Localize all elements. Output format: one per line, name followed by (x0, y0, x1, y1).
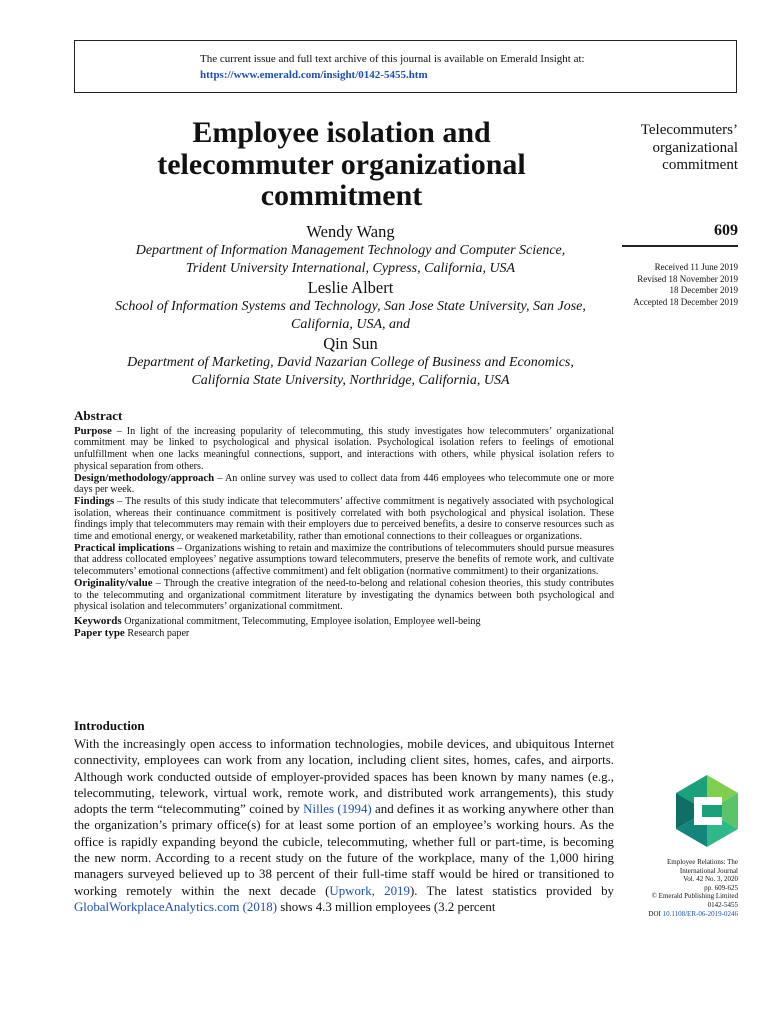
abstract-design: Design/methodology/approach – An online survey was used to collect data from 446 employees who telecommute one or more days per week. (74, 471, 614, 496)
abstract-section (74, 410, 614, 639)
introduction-section (74, 718, 614, 915)
doi-link[interactable]: 10.1108/ER-06-2019-0246 (662, 909, 738, 918)
abstract-heading: Abstract (74, 408, 123, 423)
abstract-findings: Findings – The results of this study indicate that telecommuters’ affective commitment is negatively associated with psychological isolation, whereas their continuance commitment is positively correlated with both psychological and physical isolation. These findings imply that telecommuters may remain with their employers due to perceived benefits, a desire to conserve resources such as time and emotional energy, or weakened marketability, rather than emotional connections to their colleagues or organizations. (74, 494, 614, 543)
abstract-practical: Practical implications – Organizations wishing to retain and maximize the contributions of telecommuters should pursue measures that address collocated employees’ negative assumptions toward telecommuters, preserve the benefits of remote work, and cultivate telecommuters’ emotional connections (affective commitment) and felt obligation (normative commitment) to their organizations. (74, 541, 615, 578)
page-number: 609 (714, 222, 738, 239)
author-name: Qin Sun (323, 334, 378, 353)
paper-type: Paper type Research paper (74, 626, 190, 639)
keywords: Keywords Organizational commitment, Telecommuting, Employee isolation, Employee well-being (74, 614, 481, 627)
abstract-purpose: Purpose – In light of the increasing popularity of telecommuting, this study investigates how telecommuters’ organizational commitment may be linked to psychological and physical isolation. Psychological isolation refers to feelings of emotional unfulfillment when one lacks meaningful connections, support, and interactions with others, while physical isolation refers to physical separation from others. (74, 424, 614, 472)
author-affiliation: Department of Information Management Technology and Computer Science, Trident University International, Cypress, California, USA (135, 243, 566, 276)
running-title: Telecommuters’ organizational commitment (640, 122, 738, 173)
doi: DOI 10.1108/ER-06-2019-0246 (648, 909, 738, 918)
article-title: Employee isolation and telecommuter organizational commitment (157, 116, 526, 212)
archive-notice-box (74, 40, 737, 93)
journal-info: Employee Relations: The International Journal Vol. 42 No. 3, 2020 pp. 609-625 © Emerald Publishing Limited 0142-5455 DOI 10.1108/ER-06-2019-0246 (600, 858, 738, 918)
citation-link[interactable]: GlobalWorkplaceAnalytics.com (2018) (74, 899, 278, 914)
citation-link[interactable]: Nilles (1994) (303, 802, 372, 817)
author-name: Wendy Wang (306, 222, 395, 241)
author-block (74, 222, 627, 390)
journal-url-link[interactable]: https://www.emerald.com/insight/0142-5455.htm (200, 69, 428, 81)
emerald-logo-icon (676, 775, 738, 847)
submission-dates: Received 11 June 2019 Revised 18 November 2019 18 December 2019 Accepted 18 December 2019 (633, 262, 738, 307)
author-affiliation: Department of Marketing, David Nazarian College of Business and Economics, California State University, Northridge, California, USA (127, 355, 574, 388)
citation-link[interactable]: Upwork, 2019 (329, 883, 410, 898)
abstract-originality: Originality/value – Through the creative integration of the need-to-belong and relational cohesion theories, this study contributes to the telecommuting and organizational commitment literature by investigating the dynamics between both psychological and physical isolation and telecommuters’ organizational commitment. (74, 576, 614, 613)
introduction-paragraph: With the increasingly open access to information technologies, mobile devices, and ubiquitous Internet connectivity, employees can work from any location, including client sites, homes, cafes, and airports. Although work conducted outside of employer-provided spaces has been known by many names (e.g., telecommuting, telework, virtual work, remote work, and distributed work arrangements), this study adopts the term “telecommuting” coined by Nilles (1994) and defines it as working anywhere other than the organization’s primary office(s) for at least some portion of an employee’s working hours. As the office is rapidly expanding beyond the cubicle, telecommuting, whether full or part-time, is becoming the new norm. According to a recent study on the future of the workplace, many of the 1,000 hiring managers surveyed believed up to 38 percent of their full-time staff would be hired or transitioned to working remotely within the next decade (Upwork, 2019). The latest statistics provided by GlobalWorkplaceAnalytics.com (2018) shows 4.3 million employees (3.2 percent (74, 737, 614, 914)
author-name: Leslie Albert (307, 278, 394, 297)
author-affiliation: School of Information Systems and Technology, San Jose State University, San Jose, California, USA, and (115, 299, 586, 332)
archive-notice-text: The current issue and full text archive of this journal is available on Emerald Insight at: (200, 53, 585, 65)
introduction-heading: Introduction (74, 718, 145, 733)
sidebar-divider (622, 245, 738, 247)
